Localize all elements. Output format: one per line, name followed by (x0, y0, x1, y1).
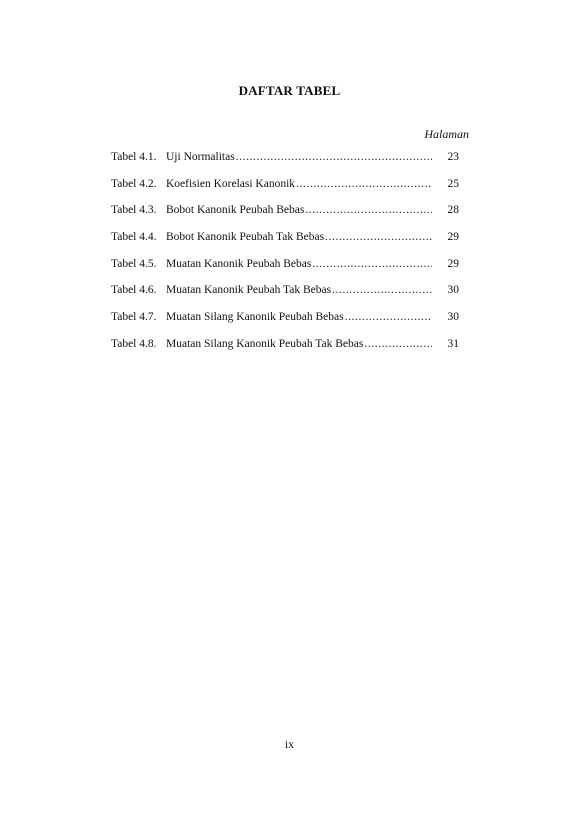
dot-leader (312, 257, 432, 271)
table-title: Muatan Silang Kanonik Peubah Bebas (166, 311, 344, 324)
table-number: Tabel 4.5. (111, 257, 157, 270)
dot-leader (345, 310, 432, 324)
page-number: 25 (447, 177, 459, 190)
dot-leader (332, 283, 432, 297)
table-title: Muatan Kanonik Peubah Tak Bebas (166, 284, 332, 297)
dot-leader (305, 203, 432, 217)
table-list-entry[interactable] (111, 150, 459, 177)
page-number: 29 (447, 231, 459, 244)
table-number: Tabel 4.1. (111, 151, 157, 163)
dot-leader (325, 230, 432, 244)
table-number: Tabel 4.6. (111, 284, 157, 297)
table-title: Uji Normalitas (166, 151, 235, 163)
dot-leader (236, 150, 432, 164)
table-list-entry[interactable] (111, 283, 459, 310)
table-entry (166, 283, 432, 297)
table-list-entry[interactable] (111, 257, 459, 284)
table-title: Muatan Silang Kanonik Peubah Tak Bebas (166, 337, 364, 350)
table-entry (166, 310, 432, 324)
page-number: 31 (447, 337, 459, 350)
page-number: 30 (447, 311, 459, 324)
table-list (111, 150, 459, 364)
table-entry (166, 177, 432, 191)
table-list-entry[interactable] (111, 230, 459, 257)
table-entry (166, 150, 432, 164)
table-list-entry[interactable] (111, 203, 459, 230)
table-title: Bobot Kanonik Peubah Tak Bebas (166, 231, 325, 244)
page-number: 29 (447, 257, 459, 270)
table-list-entry[interactable] (111, 310, 459, 337)
table-entry (166, 203, 432, 217)
table-title: Muatan Kanonik Peubah Bebas (166, 257, 312, 270)
page-number: 30 (447, 284, 459, 297)
table-list-entry[interactable] (111, 177, 459, 204)
table-title: Koefisien Korelasi Kanonik (166, 177, 296, 190)
dot-leader (364, 337, 432, 351)
page-number: 23 (447, 151, 459, 163)
table-entry (166, 257, 432, 271)
page-column-header: Halaman (424, 127, 469, 141)
table-entry (166, 230, 432, 244)
table-number: Tabel 4.3. (111, 204, 157, 217)
table-number: Tabel 4.7. (111, 311, 157, 324)
table-number: Tabel 4.4. (111, 231, 157, 244)
table-entry (166, 337, 432, 351)
dot-leader (296, 177, 432, 191)
footer-page-number: ix (284, 737, 295, 751)
page-title: DAFTAR TABEL (238, 83, 341, 98)
table-title: Bobot Kanonik Peubah Bebas (166, 204, 305, 217)
table-number: Tabel 4.8. (111, 337, 157, 350)
table-list-entry[interactable] (111, 337, 459, 364)
page-number: 28 (447, 204, 459, 217)
table-number: Tabel 4.2. (111, 177, 157, 190)
